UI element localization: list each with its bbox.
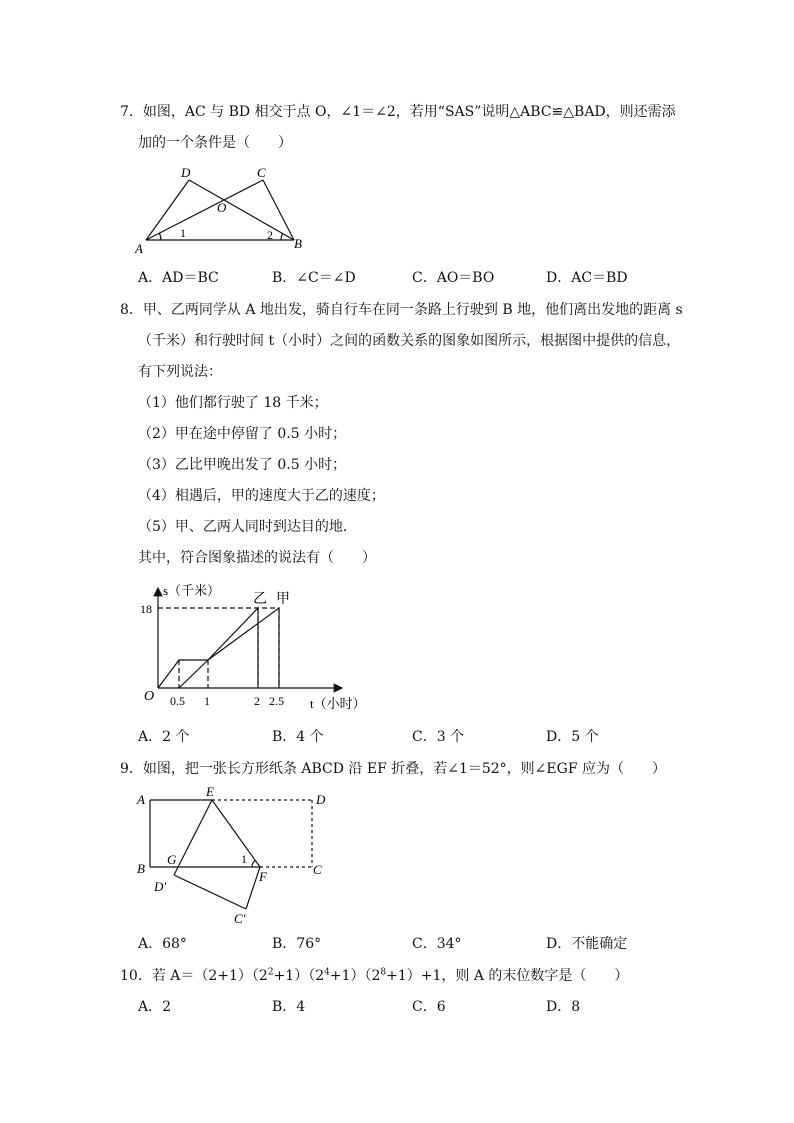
q10-stem-mid1: +1）（2 xyxy=(273,968,325,984)
q9-stem: 9．如图，把一张长方形纸条 ABCD 沿 EF 折叠，若∠1＝52°，则∠EGF 应为（ ） xyxy=(120,761,666,777)
q9-figure xyxy=(130,783,340,933)
q8-x-tick-2: 2 xyxy=(254,694,260,708)
q7-angle2-arc xyxy=(281,234,283,241)
q8-series-yi-line xyxy=(179,608,258,688)
q10-stem-prefix: 10．若 A＝（2+1）（2 xyxy=(120,968,268,984)
q8-stem-line2: （千米）和行驶时间 t（小时）之间的函数关系的图象如图所示，根据图中提供的信息， xyxy=(138,333,681,349)
q7-figure xyxy=(135,160,315,260)
q8-option-c: C．3 个 xyxy=(412,729,465,745)
q8-statement-4: （4）相遇后，甲的速度大于乙的速度； xyxy=(138,488,385,504)
q8-statement-2: （2）甲在途中停留了 0.5 小时； xyxy=(138,426,347,442)
q10-stem xyxy=(120,966,628,986)
q7-option-a: A．AD＝BC xyxy=(138,270,219,286)
q10-exponent-8: 8 xyxy=(380,967,387,978)
q8-option-d: D．5 个 xyxy=(546,729,599,745)
q9-label-d: D xyxy=(316,792,326,807)
q8-y-tick-18: 18 xyxy=(140,602,152,616)
q9-option-a: A．68° xyxy=(138,936,187,952)
q10-option-b: B．4 xyxy=(272,999,306,1015)
q8-graph xyxy=(130,578,380,718)
q10-option-a: A．2 xyxy=(138,999,172,1015)
q10-stem-mid2: +1）（2 xyxy=(329,968,381,984)
q9-edge-d2c2 xyxy=(174,875,246,909)
q8-statement-1: （1）他们都行驶了 18 千米； xyxy=(138,395,328,411)
q9-label-e: E xyxy=(206,784,214,799)
q9-edge-c2f xyxy=(246,867,260,909)
q10-option-d: D．8 xyxy=(546,999,581,1015)
q8-origin-label: O xyxy=(144,689,155,704)
q7-angle1-arc xyxy=(159,233,161,240)
q9-fold-ef xyxy=(212,800,260,867)
q8-series-yi-label: 乙 xyxy=(253,592,267,607)
q9-angle1-arc xyxy=(252,861,255,868)
q10-exponent-2: 2 xyxy=(267,967,274,978)
q9-option-c: C．34° xyxy=(412,936,462,952)
q7-option-b: B．∠C＝∠D xyxy=(272,270,356,286)
q7-label-d: D xyxy=(181,165,191,180)
q7-label-b: B xyxy=(294,236,302,251)
q8-y-axis-label: s（千米） xyxy=(163,583,221,598)
q9-label-g: G xyxy=(167,852,177,867)
q8-stem-line1: 8．甲、乙两同学从 A 地出发，骑自行车在同一条路上行驶到 B 地，他们离出发地的距离 s xyxy=(120,302,683,318)
q9-label-angle1: 1 xyxy=(241,852,247,866)
q7-label-angle1: 1 xyxy=(180,226,186,240)
q8-option-a: A．2 个 xyxy=(138,729,190,745)
q9-label-d-prime: D′ xyxy=(154,879,167,894)
q8-series-jia-label: 甲 xyxy=(276,592,290,607)
q7-option-c: C．AO＝BO xyxy=(412,270,495,286)
q8-series-jia-line xyxy=(158,608,279,688)
q7-label-c: C xyxy=(257,165,266,180)
q9-label-b: B xyxy=(137,861,145,876)
q9-label-a: A xyxy=(137,792,145,807)
q7-stem-line1: 7．如图，AC 与 BD 相交于点 O，∠1＝∠2，若用“SAS”说明△ABC≌△BAD，则还需添 xyxy=(120,104,676,120)
q9-option-d: D．不能确定 xyxy=(546,936,628,952)
q8-x-tick-1: 1 xyxy=(204,694,210,708)
q9-label-f: F xyxy=(259,869,267,884)
q7-label-o: O xyxy=(217,200,227,215)
q8-stem-line3: 有下列说法： xyxy=(138,364,222,380)
q7-label-a: A xyxy=(135,241,143,256)
q10-option-c: C．6 xyxy=(412,999,446,1015)
q10-stem-suffix: +1）+1，则 A 的末位数字是（ ） xyxy=(386,968,629,984)
q8-x-axis-label: t（小时） xyxy=(310,696,366,711)
q8-statement-5: （5）甲、乙两人同时到达目的地． xyxy=(138,519,357,535)
q9-edge-ed2 xyxy=(174,800,212,875)
q9-option-b: B．76° xyxy=(272,936,322,952)
q7-option-d: D．AC＝BD xyxy=(546,270,628,286)
q9-label-c-prime: C′ xyxy=(234,911,246,926)
q9-label-c: C xyxy=(313,862,322,877)
q8-x-tick-05: 0.5 xyxy=(170,694,185,708)
q8-statement-3: （3）乙比甲晚出发了 0.5 小时； xyxy=(138,457,347,473)
q8-option-b: B．4 个 xyxy=(272,729,324,745)
q8-question: 其中，符合图象描述的说法有（ ） xyxy=(138,550,376,566)
q7-label-angle2: 2 xyxy=(267,228,273,242)
q8-x-tick-25: 2.5 xyxy=(269,694,284,708)
q7-stem-line2: 加的一个条件是（ ） xyxy=(138,135,292,151)
q10-exponent-4: 4 xyxy=(324,967,330,978)
